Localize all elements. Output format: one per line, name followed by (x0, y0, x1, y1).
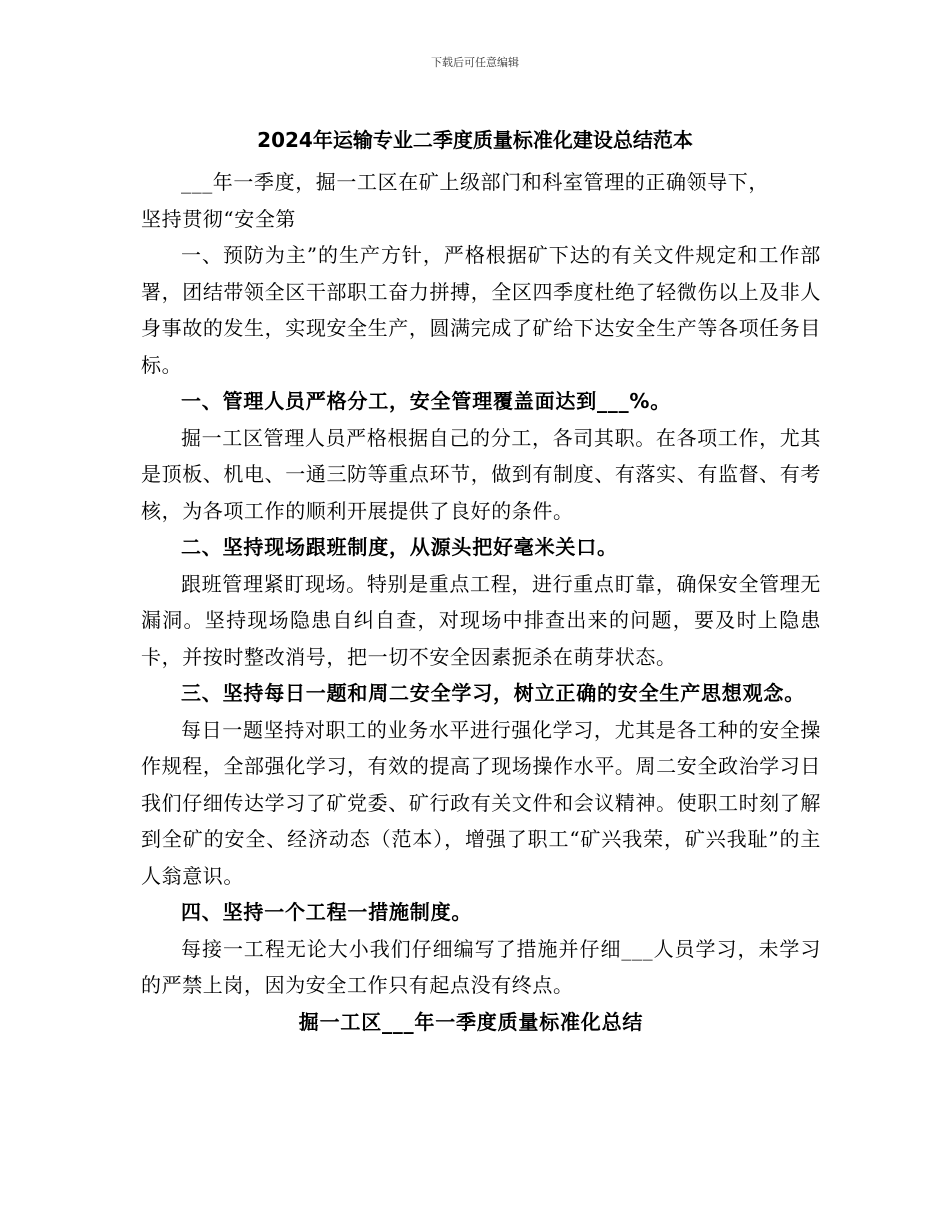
section-2-text: 跟班管理紧盯现场。特别是重点工程，进行重点盯靠，确保安全管理无漏洞。坚持现场隐患自纠自查，对现场中排查出来的问题，要及时上隐患卡，并按时整改消号，把一切不安全因素扼杀在萌芽状态。 (141, 571, 821, 669)
header-note: 下载后可任意编辑 (431, 56, 519, 69)
section-3-text: 每日一题坚持对职工的业务水平进行强化学习，尤其是各工种的安全操作规程，全部强化学习，有效的提高了现场操作水平。周二安全政治学习日我们仔细传达学习了矿党委、矿行政有关文件和会议精神。使职工时刻了解到全矿的安全、经济动态（范本），增强了职工“矿兴我荣，矿兴我耻”的主人翁意识。 (141, 717, 821, 888)
intro-line-1: ___年一季度，掘一工区在矿上级部门和科室管理的正确领导下， (181, 170, 769, 194)
section-1-text: 掘一工区管理人员严格根据自己的分工，各司其职。在各项工作，尤其是顶板、机电、一通三防等重点环节，做到有制度、有落实、有监督、有考核，为各项工作的顺利开展提供了良好的条件。 (141, 425, 821, 523)
document-body (141, 164, 821, 1040)
section-3-heading: 三、坚持每日一题和周二安全学习，树立正确的安全生产思想观念。 (181, 681, 805, 705)
footer-heading: 掘一工区___年一季度质量标准化总结 (298, 1009, 644, 1034)
document-title: 2024年运输专业二季度质量标准化建设总结范本 (257, 128, 693, 152)
section-1-heading: 一、管理人员严格分工，安全管理覆盖面达到___%。 (181, 389, 672, 413)
intro-line-2: 坚持贯彻“安全第 (141, 206, 297, 231)
paragraph-1: 一、预防为主”的生产方针，严格根据矿下达的有关文件规定和工作部署，团结带领全区干部职工奋力拼搏，全区四季度杜绝了轻微伤以上及非人身事故的发生，实现安全生产，圆满完成了矿给下达安全生产等各项任务目标。 (141, 243, 821, 377)
section-4-text: 每接一工程无论大小我们仔细编写了措施并仔细___人员学习，未学习的严禁上岗，因为安全工作只有起点没有终点。 (141, 936, 821, 997)
section-4-heading: 四、坚持一个工程一措施制度。 (181, 900, 473, 924)
section-2-heading: 二、坚持现场跟班制度，从源头把好毫米关口。 (181, 535, 618, 559)
